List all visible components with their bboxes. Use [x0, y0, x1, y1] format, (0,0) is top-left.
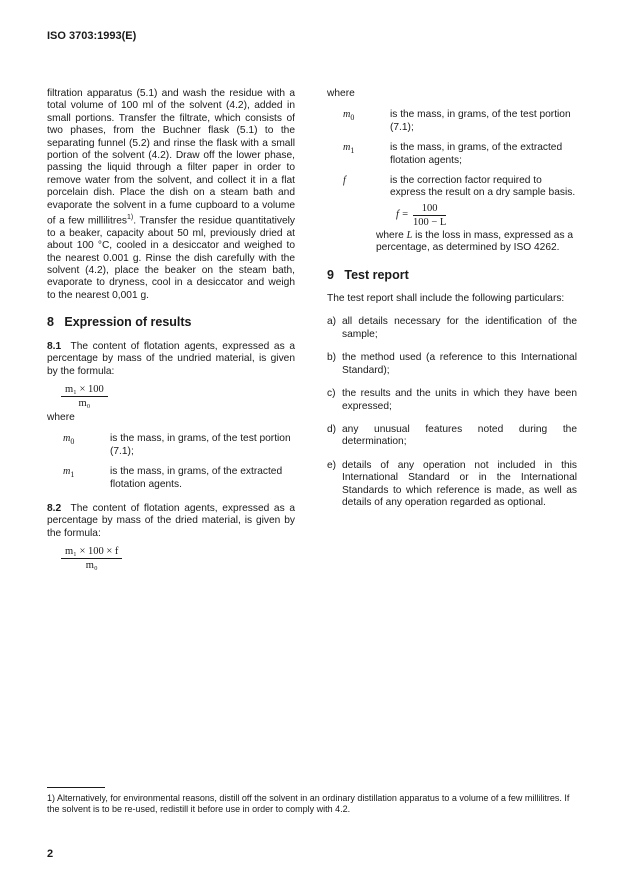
clause-8-2-text: The content of flotation agents, expressed as a percentage by mass of the dried material, is given by the formula:: [47, 502, 295, 539]
where-label-right: where: [327, 88, 355, 99]
procedure-text-1: filtration apparatus (5.1) and wash the residue with a total volume of 100 ml of the solvent (4.2), added in small portions. Transfer the filtrate, which consists of two phases, from the Buchner flask (5.1) to the separating funnel (5.2) and rinse the flask with a small portion of the solvent (4.2). Draw off the lower phase, passing the liquid through a filter paper in order to remove water from the solvent, and collect it in a flat porcelain dish. Place the dish on a steam bath and evaporate the solvent in a fume cupboard to a volume of a few millilitres: [47, 88, 295, 227]
definition-m1-left-text: is the mass, in grams, of the extracted flotation agents.: [110, 466, 283, 490]
list-item-text: the method used (a reference to this International Standard);: [342, 352, 577, 376]
list-item-text: any unusual features noted during the determination;: [342, 423, 577, 448]
definition-m1-left: [47, 466, 295, 491]
list-item-label: d): [327, 423, 337, 435]
clause-8-1: [47, 341, 295, 378]
document-id-header: ISO 3703:1993(E): [47, 30, 137, 42]
definition-m0-left-text: is the mass, in grams, of the test portion (7.1);: [110, 433, 291, 457]
symbol-m0-left: $m_0$: [63, 433, 75, 447]
left-column: [47, 88, 295, 574]
clause-8-1-text: The content of flotation agents, expressed as a percentage by mass of the undried material, is given by the formula:: [47, 340, 295, 377]
section-8-heading: 8 Expression of results: [47, 315, 192, 330]
formula-dried-fraction: [61, 545, 122, 572]
list-item-label: e): [327, 459, 337, 471]
formula-f-denominator: 100 − L: [413, 216, 447, 228]
test-report-intro: The test report shall include the following particulars:: [327, 293, 565, 305]
formula-undried-fraction: [61, 383, 108, 410]
formula-dried: [47, 540, 295, 574]
procedure-paragraph: [47, 88, 295, 302]
list-item-text: details of any operation not included in this International Standard or in the International Standards to which reference is made, as well as details of any operation regarded as optional.: [342, 459, 577, 508]
symbol-L: L: [406, 229, 413, 241]
list-item: [327, 316, 577, 341]
clause-8-1-number: 8.1: [47, 340, 62, 352]
formula-dried-denominator: m₀: [85, 560, 98, 572]
symbol-m1-left: $m_1$: [63, 466, 75, 480]
where-label-left: where: [47, 411, 75, 423]
section-9-heading: 9 Test report: [327, 267, 409, 282]
list-item-label: b): [327, 352, 337, 364]
formula-correction-factor: [327, 200, 577, 230]
definition-m1-right: [327, 142, 577, 167]
clause-8-2-number: 8.2: [47, 502, 62, 514]
clause-8-2: [47, 503, 295, 540]
formula-f-numerator: 100: [413, 202, 446, 216]
definition-L: where L is the loss in mass, expressed as a percentage, as determined by ISO 4262.: [376, 229, 574, 254]
definition-m1-right-text: is the mass, in grams, of the extracted flotation agents;: [390, 142, 563, 166]
definition-f: [327, 175, 577, 200]
footnote-divider: [47, 787, 105, 788]
definition-m0-left: [47, 433, 295, 458]
formula-f-lhs: f =: [396, 208, 409, 220]
formula-undried: [47, 378, 295, 412]
list-item-label: c): [327, 388, 336, 400]
list-item-text: all details necessary for the identification of the sample;: [342, 316, 577, 340]
footnote-reference[interactable]: 1): [126, 214, 134, 222]
formula-f-fraction: [413, 202, 446, 229]
list-item: [327, 352, 577, 377]
right-column: [327, 88, 577, 509]
definition-f-text: is the correction factor required to express the result on a dry sample basis.: [390, 175, 576, 199]
page-number: 2: [47, 848, 54, 860]
list-item: [327, 388, 577, 413]
list-item: [327, 424, 577, 449]
formula-undried-numerator: m₁ × 100: [61, 383, 108, 397]
definition-m0-right-text: is the mass, in grams, of the test portion (7.1);: [390, 109, 571, 133]
procedure-text-2: . Transfer the residue quantitatively to a beaker, capacity about 50 ml, previously dried at about 100 °C, cooled in a desiccator and weighed to the nearest 0.001 g. Rinse the dish carefully with the solvent (4.2), place the beaker on the steam bath, evaporate to dryness, cool in a desiccator and weigh to the nearest 0,001 g.: [47, 215, 295, 301]
footnote: 1) Alternatively, for environmental reasons, distill off the solvent in an ordinary distillation apparatus to a volume of a few millilitres. If the solvent is to be re-used, redistill it before use in order to comply with 4.2.: [47, 793, 570, 814]
formula-dried-numerator: m₁ × 100 × f: [61, 545, 122, 559]
symbol-m1-right: $m_1$: [343, 142, 355, 156]
list-item-text: the results and the units in which they have been expressed;: [342, 388, 577, 412]
list-item: [327, 460, 577, 510]
definition-m0-right: [327, 109, 577, 134]
symbol-f: f: [343, 175, 346, 187]
list-item-label: a): [327, 316, 337, 328]
formula-undried-denominator: m₀: [78, 397, 91, 409]
symbol-m0-right: $m_0$: [343, 109, 355, 123]
